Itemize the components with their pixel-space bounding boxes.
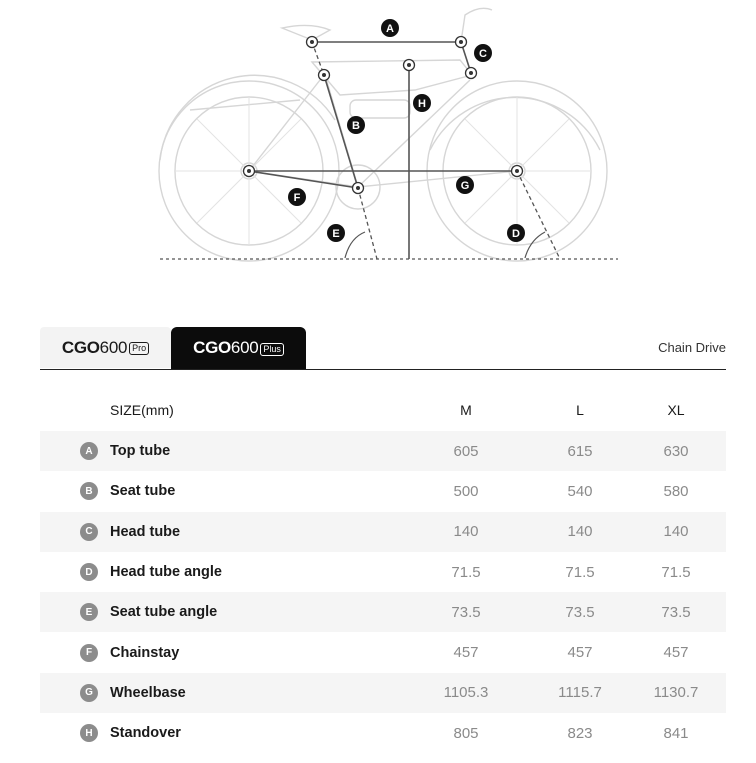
- marker-f: [288, 188, 306, 206]
- value-xl: 73.5: [661, 603, 691, 621]
- svg-text:D: D: [512, 228, 520, 240]
- drive-type-label: Chain Drive: [658, 340, 726, 355]
- row-label: Seat tube: [110, 483, 176, 500]
- row-label: Top tube: [110, 443, 171, 460]
- marker-h: [413, 94, 431, 112]
- marker-a: [381, 19, 399, 37]
- value-xl: 630: [663, 442, 689, 460]
- value-m: 140: [453, 523, 479, 541]
- table-row: [40, 431, 726, 471]
- column-header-m: M: [460, 402, 472, 418]
- value-xl: 580: [663, 482, 689, 500]
- row-label: Standover: [110, 725, 181, 742]
- marker-g: [456, 176, 474, 194]
- value-xl: 140: [663, 523, 689, 541]
- table-row: [40, 512, 726, 552]
- value-xl: 1130.7: [653, 684, 699, 702]
- seat-angle-arc: [345, 232, 365, 258]
- column-header-xl: XL: [667, 402, 685, 418]
- head-angle-arc: [525, 232, 545, 258]
- value-m: 500: [453, 482, 479, 500]
- table-row: [40, 713, 726, 753]
- seat-angle-extension: [358, 188, 377, 259]
- marker-e: [327, 224, 345, 242]
- svg-text:C: C: [479, 48, 487, 60]
- tab-model: 600: [99, 337, 128, 357]
- svg-text:E: E: [332, 228, 340, 240]
- bike-geometry-diagram: [0, 0, 756, 300]
- row-label: Seat tube angle: [110, 604, 218, 621]
- value-l: 73.5: [565, 603, 595, 621]
- value-xl: 71.5: [661, 563, 691, 581]
- marker-d: [507, 224, 525, 242]
- value-xl: 457: [663, 644, 689, 662]
- row-key-badge: G: [80, 684, 98, 702]
- value-l: 71.5: [565, 563, 595, 581]
- bike-geometry-svg: [0, 0, 756, 300]
- marker-b: [347, 116, 365, 134]
- value-l: 615: [567, 442, 593, 460]
- value-l: 140: [567, 523, 593, 541]
- row-key-badge: H: [80, 724, 98, 742]
- row-key-badge: A: [80, 442, 98, 460]
- svg-text:F: F: [293, 192, 301, 204]
- table-row: [40, 552, 726, 592]
- value-m: 1105.3: [443, 684, 489, 702]
- tab-cgo600-plus[interactable]: [171, 327, 306, 369]
- value-xl: 841: [663, 724, 689, 742]
- chainstay-line: [249, 171, 358, 188]
- table-header: [40, 389, 726, 431]
- row-label: Wheelbase: [110, 684, 186, 701]
- table-row: [40, 471, 726, 511]
- row-label: Chainstay: [110, 644, 180, 661]
- head-angle-extension: [517, 171, 560, 259]
- value-l: 823: [567, 724, 593, 742]
- row-label: Head tube angle: [110, 564, 222, 581]
- row-key-badge: E: [80, 603, 98, 621]
- value-l: 540: [567, 482, 593, 500]
- value-m: 605: [453, 442, 479, 460]
- value-m: 457: [453, 644, 479, 662]
- value-m: 73.5: [451, 603, 481, 621]
- tab-brand: CGO: [61, 337, 100, 357]
- size-header: SIZE(mm): [110, 402, 174, 418]
- value-l: 1115.7: [558, 684, 602, 702]
- value-l: 457: [567, 644, 593, 662]
- tab-variant-badge: Plus: [260, 343, 284, 356]
- table-row: [40, 632, 726, 672]
- svg-text:H: H: [418, 98, 426, 110]
- tab-brand: CGO: [193, 338, 231, 357]
- value-m: 805: [453, 724, 479, 742]
- row-key-badge: C: [80, 523, 98, 541]
- svg-text:B: B: [352, 120, 360, 132]
- row-key-badge: F: [80, 644, 98, 662]
- row-key-badge: B: [80, 482, 98, 500]
- bike-outline: [159, 8, 607, 261]
- model-tabs: [40, 327, 726, 370]
- table-row: [40, 592, 726, 632]
- geometry-table: [40, 389, 726, 753]
- tab-model: 600: [230, 338, 259, 357]
- svg-text:A: A: [386, 23, 394, 35]
- tab-cgo600-pro[interactable]: [40, 327, 171, 368]
- tab-variant-badge: Pro: [129, 342, 149, 355]
- row-key-badge: D: [80, 563, 98, 581]
- column-header-l: L: [576, 402, 584, 418]
- svg-text:G: G: [460, 180, 470, 192]
- value-m: 71.5: [451, 563, 481, 581]
- row-label: Head tube: [110, 523, 181, 540]
- marker-c: [474, 44, 492, 62]
- table-row: [40, 673, 726, 713]
